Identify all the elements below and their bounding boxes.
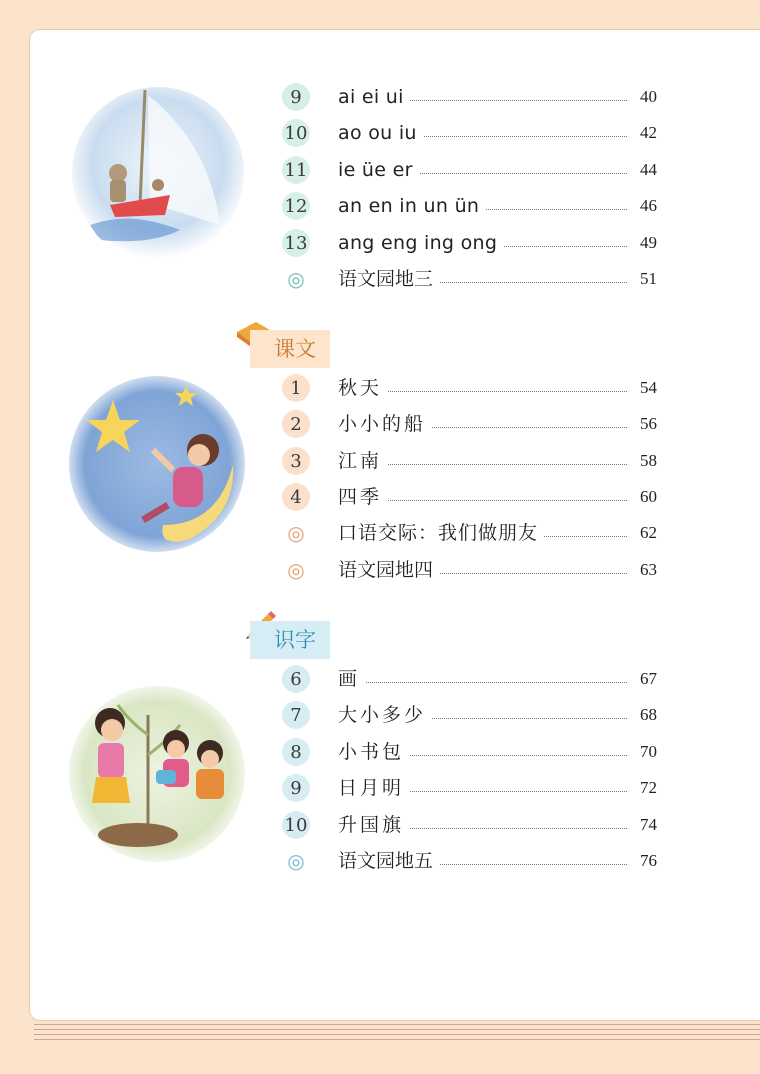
lesson-number-badge: 9 (282, 774, 310, 802)
page-number: 76 (634, 846, 657, 876)
double-circle-icon: ◎ (287, 558, 305, 582)
lesson-title: ai ei ui (338, 82, 410, 112)
lesson-number-badge: 11 (282, 156, 310, 184)
page-number: 40 (634, 82, 657, 112)
lesson-title: 四季 (338, 482, 388, 512)
toc-row[interactable] (282, 446, 657, 476)
toc-row[interactable] (282, 118, 657, 148)
toc-row[interactable] (282, 409, 657, 439)
lesson-title: 语文园地四 (338, 555, 439, 585)
lesson-number-badge: 7 (282, 701, 310, 729)
toc-row[interactable] (282, 228, 657, 258)
lesson-title: 日月明 (338, 773, 410, 803)
page-edge (34, 1029, 760, 1030)
page-edge (34, 1024, 760, 1025)
lesson-number-badge: 2 (282, 410, 310, 438)
lesson-title: 秋天 (338, 373, 388, 403)
toc-row[interactable] (282, 518, 657, 548)
toc-row[interactable] (282, 773, 657, 803)
lesson-number-badge: 1 (282, 374, 310, 402)
page-number: 42 (634, 118, 657, 148)
page-number: 46 (634, 191, 657, 221)
lesson-title: 江南 (338, 446, 388, 476)
lesson-title: 升国旗 (338, 810, 410, 840)
lesson-title: 小书包 (338, 737, 410, 767)
lesson-title: 语文园地三 (338, 264, 439, 294)
double-circle-icon: ◎ (287, 849, 305, 873)
page-number: 68 (634, 700, 657, 730)
page-number: 70 (634, 737, 657, 767)
lesson-number-badge: 10 (282, 811, 310, 839)
toc-row[interactable] (282, 482, 657, 512)
page-number: 56 (634, 409, 657, 439)
page-number: 63 (634, 555, 657, 585)
girl-on-moon-illustration (68, 375, 246, 553)
lesson-number-badge: 12 (282, 192, 310, 220)
section-title: 识字 (250, 621, 330, 659)
lesson-title: 大小多少 (338, 700, 432, 730)
lesson-title: 语文园地五 (338, 846, 439, 876)
lesson-title: ie üe er (338, 155, 419, 185)
page-number: 67 (634, 664, 657, 694)
dot-leader (342, 682, 627, 683)
double-circle-icon: ◎ (287, 521, 305, 545)
lesson-number-badge: 4 (282, 483, 310, 511)
toc-row[interactable] (282, 737, 657, 767)
toc-row[interactable] (282, 82, 657, 112)
page-number: 62 (634, 518, 657, 548)
lesson-title: ao ou iu (338, 118, 423, 148)
lesson-number-badge: 6 (282, 665, 310, 693)
page-number: 74 (634, 810, 657, 840)
lesson-title: ang eng ing ong (338, 228, 503, 258)
toc-row[interactable] (282, 846, 657, 876)
page-number: 51 (634, 264, 657, 294)
page-edge (34, 1034, 760, 1035)
page-number: 58 (634, 446, 657, 476)
double-circle-icon: ◎ (287, 267, 305, 291)
toc-row[interactable] (282, 373, 657, 403)
page-number: 72 (634, 773, 657, 803)
page-number: 49 (634, 228, 657, 258)
lesson-number-badge: 13 (282, 229, 310, 257)
lesson-title: an en in un ün (338, 191, 485, 221)
toc-row[interactable] (282, 264, 657, 294)
page-number: 60 (634, 482, 657, 512)
lesson-number-badge: 10 (282, 119, 310, 147)
lesson-title: 画 (338, 664, 366, 694)
children-planting-tree-illustration (68, 685, 246, 863)
section-title: 课文 (250, 330, 330, 368)
sailboat-illustration (70, 85, 245, 260)
toc-row[interactable] (282, 810, 657, 840)
toc-row[interactable] (282, 664, 657, 694)
page-number: 44 (634, 155, 657, 185)
lesson-title: 口语交际：我们做朋友 (338, 518, 544, 548)
lesson-number-badge: 3 (282, 447, 310, 475)
lesson-number-badge: 9 (282, 83, 310, 111)
toc-row[interactable] (282, 555, 657, 585)
toc-row[interactable] (282, 155, 657, 185)
toc-row[interactable] (282, 191, 657, 221)
lesson-number-badge: 8 (282, 738, 310, 766)
toc-row[interactable] (282, 700, 657, 730)
page-edge (34, 1039, 760, 1040)
lesson-title: 小小的船 (338, 409, 432, 439)
page-number: 54 (634, 373, 657, 403)
